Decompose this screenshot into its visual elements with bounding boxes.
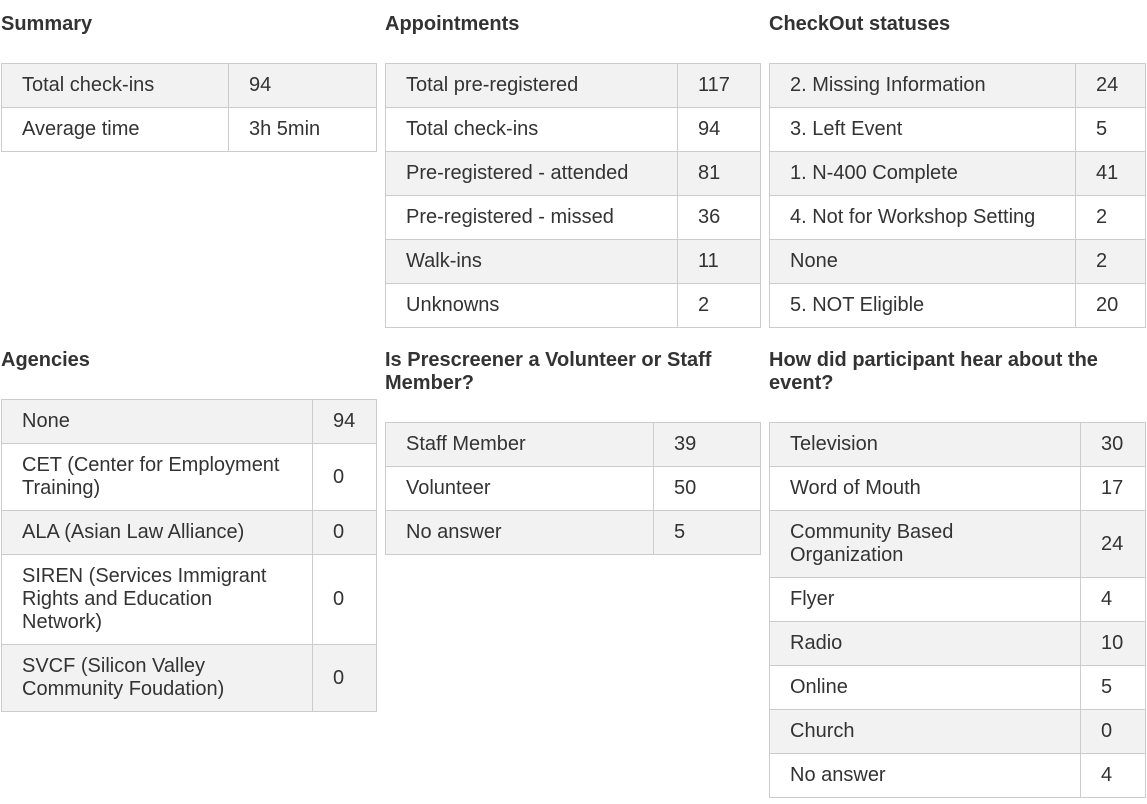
row-value: 24 — [1081, 511, 1146, 578]
row-value: 0 — [313, 645, 377, 712]
appointments-panel — [385, 13, 761, 316]
table-row — [770, 710, 1146, 754]
agencies-title: Agencies — [1, 349, 90, 371]
row-label: Total pre-registered — [386, 64, 678, 108]
table-row — [386, 284, 761, 328]
row-label: Staff Member — [386, 423, 654, 467]
row-value: 11 — [678, 240, 761, 284]
row-label: Community Based Organization — [770, 511, 1081, 578]
heard-title: How did participant hear about the event? — [769, 349, 1098, 394]
row-label: Church — [770, 710, 1081, 754]
row-label: Walk-ins — [386, 240, 678, 284]
table-row — [386, 108, 761, 152]
row-value: 2 — [678, 284, 761, 328]
table-row — [2, 511, 377, 555]
table-row — [2, 64, 377, 108]
row-value: 5 — [1081, 666, 1146, 710]
table-row — [770, 666, 1146, 710]
row-label: Pre-registered - attended — [386, 152, 678, 196]
summary-table — [1, 63, 377, 152]
row-value: 41 — [1076, 152, 1146, 196]
row-label: Volunteer — [386, 467, 654, 511]
row-label: No answer — [770, 754, 1081, 798]
row-label: 1. N-400 Complete — [770, 152, 1076, 196]
checkout-title: CheckOut statuses — [769, 13, 951, 35]
row-value: 94 — [313, 400, 377, 444]
table-row — [386, 64, 761, 108]
row-label: 4. Not for Workshop Setting — [770, 196, 1076, 240]
row-value: 0 — [313, 511, 377, 555]
row-value: 3h 5min — [229, 108, 377, 152]
row-value: 2 — [1076, 196, 1146, 240]
table-row — [770, 622, 1146, 666]
row-value: 39 — [654, 423, 761, 467]
row-value: 4 — [1081, 754, 1146, 798]
appointments-title: Appointments — [385, 13, 520, 35]
table-row — [386, 152, 761, 196]
heard-panel — [769, 349, 1146, 786]
table-row — [386, 196, 761, 240]
checkout-table — [769, 63, 1146, 328]
row-label: Total check-ins — [386, 108, 678, 152]
prescreener-title: Is Prescreener a Volunteer or Staff Member? — [385, 349, 712, 394]
row-label: None — [2, 400, 313, 444]
row-value: 0 — [313, 444, 377, 511]
row-label: Television — [770, 423, 1081, 467]
table-row — [770, 754, 1146, 798]
row-value: 50 — [654, 467, 761, 511]
row-value: 17 — [1081, 467, 1146, 511]
table-row — [770, 467, 1146, 511]
table-row — [386, 240, 761, 284]
row-value: 10 — [1081, 622, 1146, 666]
table-row — [386, 467, 761, 511]
summary-title: Summary — [1, 13, 93, 35]
row-value: 36 — [678, 196, 761, 240]
checkout-panel — [769, 13, 1146, 316]
row-value: 94 — [229, 64, 377, 108]
table-row — [2, 444, 377, 511]
table-row — [2, 555, 377, 645]
appointments-table — [385, 63, 761, 328]
table-row — [770, 108, 1146, 152]
row-value: 0 — [313, 555, 377, 645]
row-label: Flyer — [770, 578, 1081, 622]
row-value: 0 — [1081, 710, 1146, 754]
table-row — [770, 152, 1146, 196]
table-row — [770, 511, 1146, 578]
row-value: 5 — [1076, 108, 1146, 152]
table-row — [770, 240, 1146, 284]
row-label: None — [770, 240, 1076, 284]
row-label: Total check-ins — [2, 64, 229, 108]
table-row — [770, 64, 1146, 108]
row-label: Radio — [770, 622, 1081, 666]
summary-panel — [1, 13, 377, 140]
row-label: 2. Missing Information — [770, 64, 1076, 108]
row-value: 24 — [1076, 64, 1146, 108]
row-label: CET (Center for Employment Training) — [2, 444, 313, 511]
prescreener-table — [385, 422, 761, 555]
table-row — [2, 400, 377, 444]
row-label: 5. NOT Eligible — [770, 284, 1076, 328]
row-value: 81 — [678, 152, 761, 196]
row-value: 94 — [678, 108, 761, 152]
row-label: SIREN (Services Immigrant Rights and Education Network) — [2, 555, 313, 645]
table-row — [386, 423, 761, 467]
row-value: 117 — [678, 64, 761, 108]
heard-table — [769, 422, 1146, 798]
table-row — [2, 645, 377, 712]
row-value: 30 — [1081, 423, 1146, 467]
table-row — [2, 108, 377, 152]
table-row — [770, 578, 1146, 622]
agencies-panel — [1, 349, 377, 700]
table-row — [770, 196, 1146, 240]
row-label: No answer — [386, 511, 654, 555]
row-label: Word of Mouth — [770, 467, 1081, 511]
row-value: 4 — [1081, 578, 1146, 622]
row-value: 5 — [654, 511, 761, 555]
row-label: Average time — [2, 108, 229, 152]
row-label: SVCF (Silicon Valley Community Foudation) — [2, 645, 313, 712]
row-label: Pre-registered - missed — [386, 196, 678, 240]
agencies-table — [1, 399, 377, 712]
row-label: 3. Left Event — [770, 108, 1076, 152]
row-value: 2 — [1076, 240, 1146, 284]
table-row — [386, 511, 761, 555]
table-row — [770, 284, 1146, 328]
row-label: Online — [770, 666, 1081, 710]
row-label: Unknowns — [386, 284, 678, 328]
row-value: 20 — [1076, 284, 1146, 328]
table-row — [770, 423, 1146, 467]
prescreener-panel — [385, 349, 761, 543]
row-label: ALA (Asian Law Alliance) — [2, 511, 313, 555]
